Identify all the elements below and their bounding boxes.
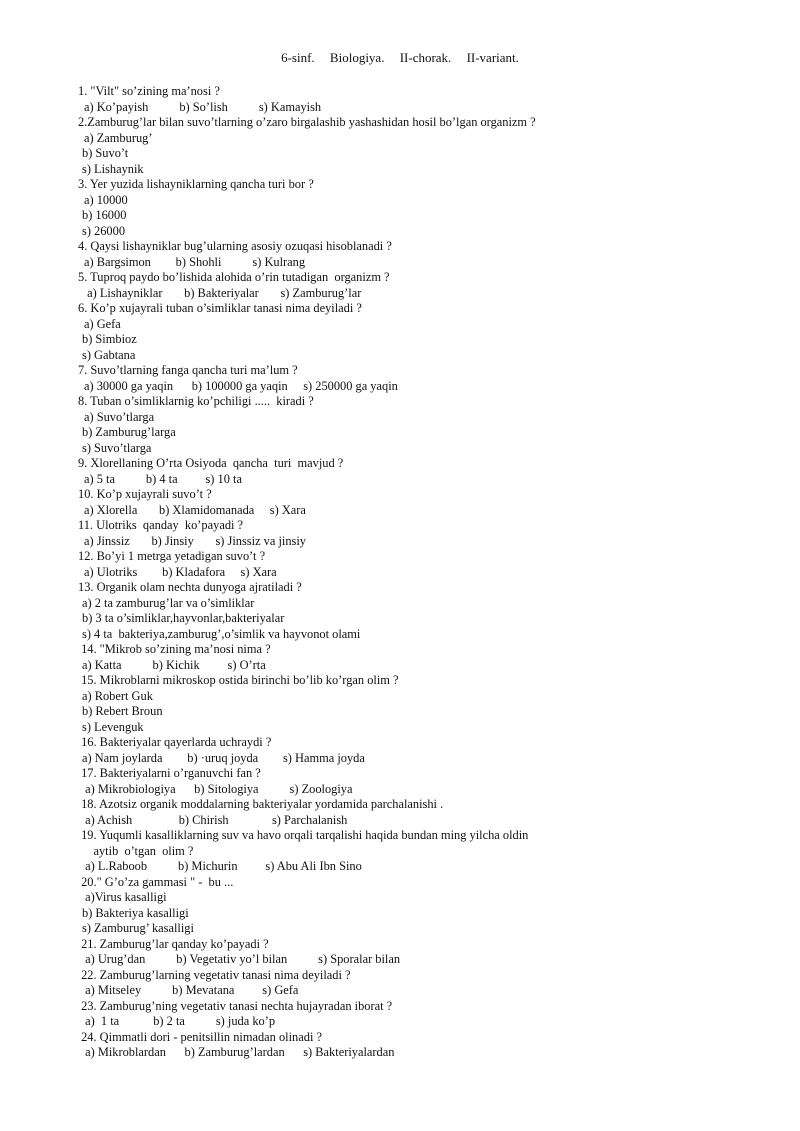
question-text: 2.Zamburug’lar bilan suvo’tlarning o’zaro birgalashib yashashidan hosil bo’lgan organizm ? bbox=[78, 115, 536, 129]
question-list bbox=[78, 84, 778, 1061]
answer-options: a) Katta b) Kichik s) O’rta bbox=[82, 657, 266, 672]
question-text: 8. Tuban o’simliklarnig ko’pchiligi ..... kiradi ? bbox=[78, 394, 314, 408]
title-grade: 6-sinf. bbox=[281, 50, 315, 65]
answer-options: a) Gefa bbox=[84, 316, 121, 331]
question-text: 5. Tuproq paydo bo’lishida alohida o’rin tutadigan organizm ? bbox=[78, 270, 390, 284]
answer-options: b) 16000 bbox=[82, 208, 127, 222]
question-text: 20." G’o’za gammasi " - bu ... bbox=[78, 874, 234, 889]
answer-options: a) 10000 bbox=[84, 192, 128, 207]
question-text: 24. Qimmatli dori - penitsillin nimadan olinadi ? bbox=[78, 1029, 322, 1044]
answer-options: a) 2 ta zamburug’lar va o’simliklar bbox=[82, 595, 255, 610]
question-text: aytib o’tgan olim ? bbox=[78, 843, 194, 858]
answer-options: a) 1 ta b) 2 ta s) juda ko’p bbox=[82, 1014, 276, 1028]
answer-options: s) 4 ta bakteriya,zamburug’,o’simlik va hayvonot olami bbox=[82, 626, 361, 641]
question-text: 15. Mikroblarni mikroskop ostida birinchi bo’lib ko’rgan olim ? bbox=[78, 673, 399, 687]
question-text: 7. Suvo’tlarning fanga qancha turi ma’lum ? bbox=[78, 363, 298, 377]
answer-options: a) 30000 ga yaqin b) 100000 ga yaqin s) 250000 ga yaqin bbox=[84, 378, 398, 393]
answer-options: a) Mikroblardan b) Zamburug’lardan s) Bakteriyalardan bbox=[82, 1045, 395, 1059]
answer-options: a) Achish b) Chirish s) Parchalanish bbox=[82, 812, 348, 827]
title-variant: II-variant. bbox=[466, 50, 519, 65]
answer-options: a) L.Raboob b) Michurin s) Abu Ali Ibn Sino bbox=[82, 859, 362, 873]
answer-options: s) Lishaynik bbox=[82, 161, 144, 176]
answer-options: a) Mikrobiologiya b) Sitologiya s) Zoologiya bbox=[82, 781, 353, 796]
question-text: 23. Zamburug’ning vegetativ tanasi nechta hujayradan iborat ? bbox=[78, 998, 393, 1013]
answer-options: a) Nam joylarda b) ·uruq joyda s) Hamma joyda bbox=[82, 750, 365, 765]
answer-options: a) Ulotriks b) Kladafora s) Xara bbox=[84, 564, 277, 579]
answer-options: a) 5 ta b) 4 ta s) 10 ta bbox=[84, 471, 242, 486]
question-text: 3. Yer yuzida lishayniklarning qancha turi bor ? bbox=[78, 177, 314, 191]
answer-options: b) Zamburug’larga bbox=[82, 425, 176, 439]
question-text: 17. Bakteriyalarni o’rganuvchi fan ? bbox=[78, 766, 261, 780]
question-text: 18. Azotsiz organik moddalarning bakteriyalar yordamida parchalanishi . bbox=[78, 797, 444, 811]
answer-options: s) 26000 bbox=[82, 223, 126, 238]
question-text: 10. Ko’p xujayrali suvo’t ? bbox=[78, 487, 212, 501]
question-text: 11. Ulotriks qanday ko’payadi ? bbox=[78, 518, 244, 532]
title-quarter: II-chorak. bbox=[399, 50, 452, 65]
answer-options: a) Ko’payish b) So’lish s) Kamayish bbox=[84, 99, 322, 114]
question-text: 12. Bo’yi 1 metrga yetadigan suvo’t ? bbox=[78, 549, 266, 563]
answer-options: b) 3 ta o’simliklar,hayvonlar,bakteriyalar bbox=[82, 611, 285, 625]
answer-options: a) Jinssiz b) Jinsiy s) Jinssiz va jinsiy bbox=[84, 533, 306, 548]
answer-options: a) Suvo’tlarga bbox=[84, 409, 155, 424]
question-text: 13. Organik olam nechta dunyoga ajratiladi ? bbox=[78, 580, 302, 594]
question-text: 1. "Vilt" so’zining ma’nosi ? bbox=[78, 84, 220, 98]
question-text: 21. Zamburug’lar qanday ko’payadi ? bbox=[78, 936, 269, 951]
answer-options: b) Rebert Broun bbox=[82, 704, 163, 718]
answer-options: a) Lishayniklar b) Bakteriyalar s) Zamburug’lar bbox=[84, 285, 362, 300]
answer-options: s) Gabtana bbox=[82, 347, 136, 362]
question-text: 19. Yuqumli kasalliklarning suv va havo orqali tarqalishi haqida bundan ming yilcha oldin bbox=[78, 828, 529, 842]
answer-options: a) Mitseley b) Mevatana s) Gefa bbox=[82, 983, 299, 997]
question-text: 4. Qaysi lishayniklar bug’ularning asosiy ozuqasi hisoblanadi ? bbox=[78, 239, 392, 253]
answer-options: a) Robert Guk bbox=[82, 688, 153, 703]
answer-options: a)Virus kasalligi bbox=[82, 890, 167, 904]
question-text: 14. "Mikrob so’zining ma’nosi nima ? bbox=[78, 642, 271, 656]
answer-options: b) Bakteriya kasalligi bbox=[82, 905, 189, 920]
answer-options: s) Suvo’tlarga bbox=[82, 440, 152, 455]
answer-options: s) Zamburug’ kasalligi bbox=[82, 921, 194, 935]
answer-options: s) Levenguk bbox=[82, 719, 144, 734]
answer-options: a) Zamburug’ bbox=[84, 130, 153, 145]
answer-options: a) Urug’dan b) Vegetativ yo’l bilan s) Sporalar bilan bbox=[82, 952, 401, 966]
answer-options: a) Bargsimon b) Shohli s) Kulrang bbox=[84, 254, 306, 269]
page-title bbox=[0, 50, 800, 66]
title-subject: Biologiya. bbox=[329, 50, 385, 65]
answer-options: b) Simbioz bbox=[82, 332, 137, 346]
question-text: 22. Zamburug’larning vegetativ tanasi nima deyiladi ? bbox=[78, 967, 351, 982]
question-text: 9. Xlorellaning O’rta Osiyoda qancha turi mavjud ? bbox=[78, 456, 344, 470]
question-text: 6. Ko’p xujayrali tuban o’simliklar tanasi nima deyiladi ? bbox=[78, 301, 362, 315]
question-text: 16. Bakteriyalar qayerlarda uchraydi ? bbox=[78, 735, 272, 749]
answer-options: a) Xlorella b) Xlamidomanada s) Xara bbox=[84, 502, 306, 517]
answer-options: b) Suvo’t bbox=[82, 146, 129, 160]
